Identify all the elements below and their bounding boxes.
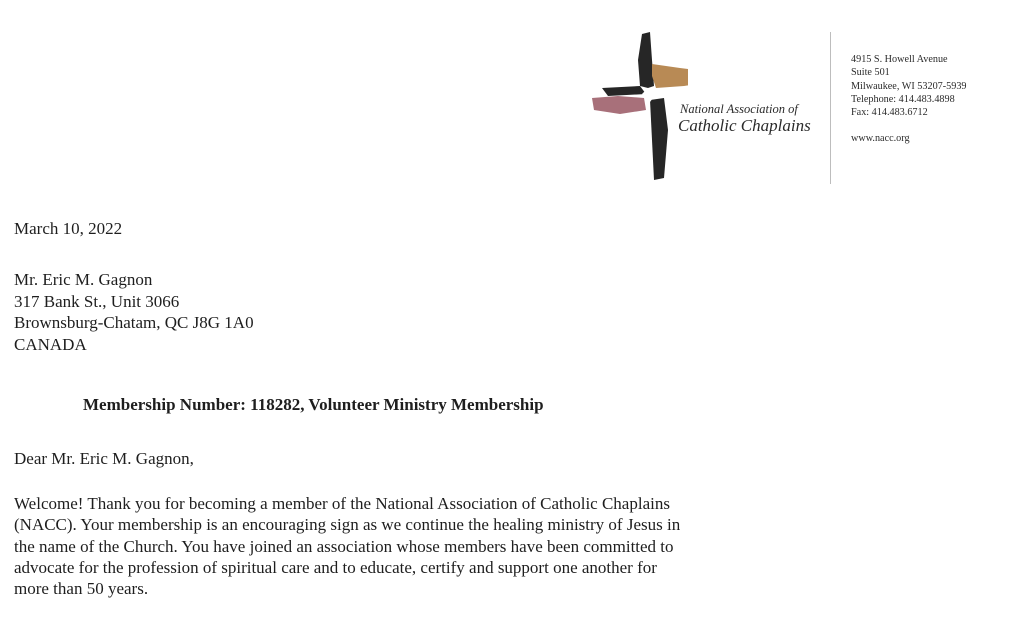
body-line: advocate for the profession of spiritual care and to educate, certify and support one another for [14, 557, 657, 577]
logo-right-arm [652, 64, 688, 88]
recipient-address [14, 269, 254, 355]
org-name-line1: National Association of [680, 102, 798, 116]
cross-logo-icon [588, 30, 688, 182]
subject-line: Membership Number: 118282, Volunteer Ministry Membership [83, 395, 544, 414]
recipient-street: 317 Bank St., Unit 3066 [14, 291, 180, 311]
letter-body [14, 493, 944, 599]
org-logo [588, 30, 828, 182]
recipient-name: Mr. Eric M. Gagnon [14, 270, 153, 289]
org-suite: Suite 501 [851, 67, 890, 79]
org-contact-block [851, 53, 967, 146]
org-fax: Fax: 414.483.6712 [851, 107, 928, 119]
org-name-line2: Catholic Chaplains [678, 116, 811, 135]
logo-left-stroke [602, 86, 646, 96]
letterhead-divider [830, 32, 831, 184]
org-website: www.nacc.org [851, 133, 910, 145]
salutation: Dear Mr. Eric M. Gagnon, [14, 449, 194, 468]
logo-top-arm [638, 32, 654, 88]
org-city: Milwaukee, WI 53207-5939 [851, 80, 967, 92]
letter-date: March 10, 2022 [14, 219, 123, 238]
body-line: the name of the Church. You have joined an association whose members have been committed to [14, 536, 674, 556]
logo-bottom-arm [650, 98, 668, 180]
body-line: more than 50 years. [14, 579, 149, 599]
body-line: Welcome! Thank you for becoming a member of the National Association of Catholic Chaplains [14, 494, 670, 513]
org-telephone: Telephone: 414.483.4898 [851, 93, 955, 105]
org-street: 4915 S. Howell Avenue [851, 54, 948, 65]
recipient-city: Brownsburg-Chatam, QC J8G 1A0 [14, 313, 254, 332]
logo-left-arm [592, 96, 646, 114]
body-line: (NACC). Your membership is an encouraging sign as we continue the healing ministry of Jesus in [14, 515, 681, 535]
recipient-country: CANADA [14, 334, 87, 354]
